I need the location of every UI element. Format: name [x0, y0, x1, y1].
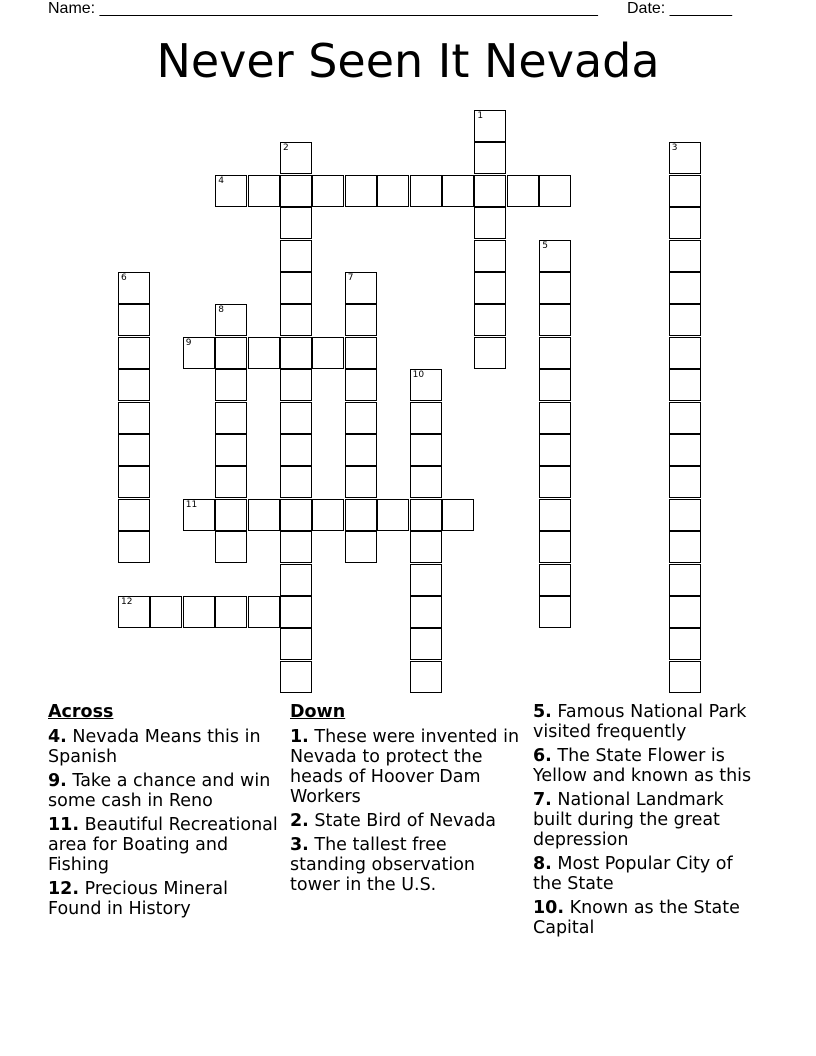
grid-cell[interactable]	[183, 499, 215, 531]
clue-number: 9.	[48, 771, 67, 791]
grid-cell[interactable]	[280, 531, 312, 563]
grid-cell[interactable]	[248, 337, 280, 369]
grid-cell[interactable]	[539, 564, 571, 596]
grid-cell[interactable]	[507, 175, 539, 207]
grid-cell[interactable]	[474, 337, 506, 369]
grid-cell[interactable]	[345, 337, 377, 369]
clue-down-8	[533, 854, 763, 894]
grid-cell[interactable]	[312, 337, 344, 369]
clue-number-label: 2	[283, 143, 289, 154]
clue-across-12	[48, 879, 278, 919]
clue-number-label: 5	[542, 240, 548, 251]
clue-down-1	[290, 727, 520, 807]
grid-cell[interactable]	[539, 337, 571, 369]
grid-cell[interactable]	[539, 402, 571, 434]
grid-cell[interactable]	[215, 402, 247, 434]
grid-cell[interactable]	[118, 369, 150, 401]
grid-cell[interactable]	[248, 499, 280, 531]
grid-cell[interactable]	[669, 272, 701, 304]
grid-cell[interactable]	[410, 434, 442, 466]
grid-cell[interactable]	[539, 466, 571, 498]
clue-number-label: 6	[121, 273, 127, 283]
grid-cell[interactable]	[248, 596, 280, 628]
clue-across-11	[48, 815, 278, 875]
grid-cell[interactable]	[669, 207, 701, 239]
grid-cell[interactable]	[345, 402, 377, 434]
grid-cell[interactable]	[280, 240, 312, 272]
grid-cell[interactable]	[474, 240, 506, 272]
grid-cell[interactable]	[345, 499, 377, 531]
grid-cell[interactable]	[150, 596, 182, 628]
grid-cell[interactable]	[215, 304, 247, 336]
clue-text: Most Popular City of the State	[533, 854, 733, 894]
grid-cell[interactable]	[669, 499, 701, 531]
grid-cell[interactable]	[215, 369, 247, 401]
clue-number-label: 11	[185, 499, 198, 510]
clue-number-label: 4	[218, 175, 224, 186]
grid-cell[interactable]	[474, 272, 506, 304]
grid-cell[interactable]	[280, 661, 312, 693]
grid-cell[interactable]	[345, 434, 377, 466]
grid-cell[interactable]	[410, 175, 442, 207]
grid-cell[interactable]	[669, 369, 701, 401]
clue-number: 1.	[290, 727, 309, 747]
clue-number-label: 9	[185, 337, 192, 348]
clue-number: 8.	[533, 854, 552, 874]
grid-cell[interactable]	[118, 272, 150, 304]
down-heading: Down	[290, 702, 346, 722]
date-field[interactable]: Date: _______	[627, 0, 732, 17]
grid-cell[interactable]	[539, 304, 571, 336]
grid-cell[interactable]	[669, 661, 701, 693]
grid-cell[interactable]	[280, 207, 312, 239]
grid-cell[interactable]	[377, 175, 409, 207]
clue-number-label: 3	[671, 143, 678, 154]
grid-cell[interactable]	[410, 466, 442, 498]
clue-text: State Bird of Nevada	[314, 811, 496, 831]
grid-cell[interactable]	[539, 240, 571, 272]
grid-cell[interactable]	[539, 175, 571, 207]
grid-cell[interactable]	[248, 175, 280, 207]
grid-cell[interactable]	[280, 596, 312, 628]
grid-cell[interactable]	[410, 531, 442, 563]
grid-cell[interactable]	[280, 402, 312, 434]
clue-text: Precious Mineral Found in History	[48, 879, 228, 919]
clue-text: These were invented in Nevada to protect the heads of Hoover Dam Workers	[290, 727, 520, 807]
clue-across-4	[48, 727, 278, 767]
clue-number-label: 12	[121, 597, 133, 607]
grid-cell[interactable]	[280, 369, 312, 401]
clue-text: Known as the State Capital	[533, 898, 740, 938]
grid-cell[interactable]	[410, 499, 442, 531]
clue-number-label: 7	[347, 273, 354, 283]
grid-cell[interactable]	[410, 628, 442, 660]
grid-cell[interactable]	[280, 564, 312, 596]
grid-cell[interactable]	[669, 142, 701, 174]
grid-cell[interactable]	[539, 531, 571, 563]
grid-cell[interactable]	[280, 272, 312, 304]
clue-down-10	[533, 898, 763, 938]
clue-text: Nevada Means this in Spanish	[48, 727, 261, 767]
grid-cell[interactable]	[183, 596, 215, 628]
grid-cell[interactable]	[215, 434, 247, 466]
grid-cell[interactable]	[280, 175, 312, 207]
clue-text: Take a chance and win some cash in Reno	[48, 771, 271, 811]
grid-cell[interactable]	[215, 499, 247, 531]
grid-cell[interactable]	[669, 596, 701, 628]
grid-cell[interactable]	[118, 499, 150, 531]
grid-cell[interactable]	[345, 175, 377, 207]
grid-cell[interactable]	[280, 304, 312, 336]
name-field[interactable]: Name: ________________________________________________________	[48, 0, 598, 17]
down-clues-continued	[533, 702, 763, 942]
grid-cell[interactable]	[215, 531, 247, 563]
clue-number: 10.	[533, 898, 565, 918]
clue-text: The State Flower is Yellow and known as this	[533, 746, 752, 786]
clue-number: 5.	[533, 702, 552, 722]
grid-cell[interactable]	[410, 596, 442, 628]
grid-cell[interactable]	[410, 402, 442, 434]
grid-cell[interactable]	[215, 175, 247, 207]
grid-cell[interactable]	[474, 142, 506, 174]
grid-cell[interactable]	[377, 499, 409, 531]
grid-cell[interactable]	[474, 175, 506, 207]
down-clues	[290, 702, 520, 899]
clue-number: 4.	[48, 727, 67, 747]
grid-cell[interactable]	[539, 596, 571, 628]
grid-cell[interactable]	[118, 531, 150, 563]
grid-cell[interactable]	[345, 272, 377, 304]
grid-cell[interactable]	[280, 628, 312, 660]
grid-cell[interactable]	[474, 304, 506, 336]
grid-cell[interactable]	[669, 240, 701, 272]
grid-cell[interactable]	[280, 499, 312, 531]
clue-down-6	[533, 746, 763, 786]
grid-cell[interactable]	[118, 466, 150, 498]
clue-number: 12.	[48, 879, 80, 899]
page-title: Never Seen It Nevada	[156, 34, 660, 88]
grid-cell[interactable]	[118, 402, 150, 434]
clue-number-label: 1	[477, 111, 484, 121]
grid-cell[interactable]	[474, 207, 506, 239]
across-heading: Across	[48, 702, 114, 722]
grid-cell[interactable]	[215, 466, 247, 498]
grid-cell[interactable]	[410, 369, 442, 401]
clue-text: The tallest free standing observation tower in the U.S.	[290, 835, 476, 895]
grid-cell[interactable]	[474, 110, 506, 142]
grid-cell[interactable]	[442, 175, 474, 207]
clue-number: 11.	[48, 815, 80, 835]
grid-cell[interactable]	[345, 531, 377, 563]
grid-cell[interactable]	[669, 304, 701, 336]
grid-cell[interactable]	[669, 175, 701, 207]
clue-text: National Landmark built during the great depression	[533, 790, 724, 850]
clue-text: Famous National Park visited frequently	[533, 702, 747, 742]
grid-cell[interactable]	[669, 337, 701, 369]
grid-cell[interactable]	[669, 402, 701, 434]
grid-cell[interactable]	[345, 466, 377, 498]
clue-down-7	[533, 790, 763, 850]
grid-cell[interactable]	[183, 337, 215, 369]
grid-cell[interactable]	[669, 564, 701, 596]
grid-cell[interactable]	[280, 337, 312, 369]
clue-number-label: 8	[218, 305, 224, 316]
grid-cell[interactable]	[280, 142, 312, 174]
grid-cell[interactable]	[312, 175, 344, 207]
grid-cell[interactable]	[280, 434, 312, 466]
grid-cell[interactable]	[539, 499, 571, 531]
clue-number: 2.	[290, 811, 309, 831]
clue-down-3	[290, 835, 520, 895]
grid-cell[interactable]	[669, 628, 701, 660]
across-clues	[48, 702, 278, 923]
clue-number: 6.	[533, 746, 552, 766]
grid-cell[interactable]	[118, 337, 150, 369]
grid-cell[interactable]	[539, 434, 571, 466]
grid-cell[interactable]	[539, 272, 571, 304]
grid-cell[interactable]	[539, 369, 571, 401]
grid-cell[interactable]	[410, 564, 442, 596]
grid-cell[interactable]	[215, 596, 247, 628]
grid-cell[interactable]	[215, 337, 247, 369]
clue-text: Beautiful Recreational area for Boating and Fishing	[48, 815, 278, 875]
grid-cell[interactable]	[669, 434, 701, 466]
grid-cell[interactable]	[442, 499, 474, 531]
clue-down-5	[533, 702, 763, 742]
clue-down-2	[290, 811, 520, 831]
grid-cell[interactable]	[312, 499, 344, 531]
grid-cell[interactable]	[669, 531, 701, 563]
clue-number: 7.	[533, 790, 552, 810]
grid-cell[interactable]	[280, 466, 312, 498]
clue-number: 3.	[290, 835, 309, 855]
clue-number-label: 10	[412, 370, 425, 381]
grid-cell[interactable]	[345, 369, 377, 401]
grid-cell[interactable]	[669, 466, 701, 498]
clue-across-9	[48, 771, 278, 811]
grid-cell[interactable]	[118, 304, 150, 336]
grid-cell[interactable]	[345, 304, 377, 336]
grid-cell[interactable]	[118, 434, 150, 466]
grid-cell[interactable]	[118, 596, 150, 628]
grid-cell[interactable]	[410, 661, 442, 693]
